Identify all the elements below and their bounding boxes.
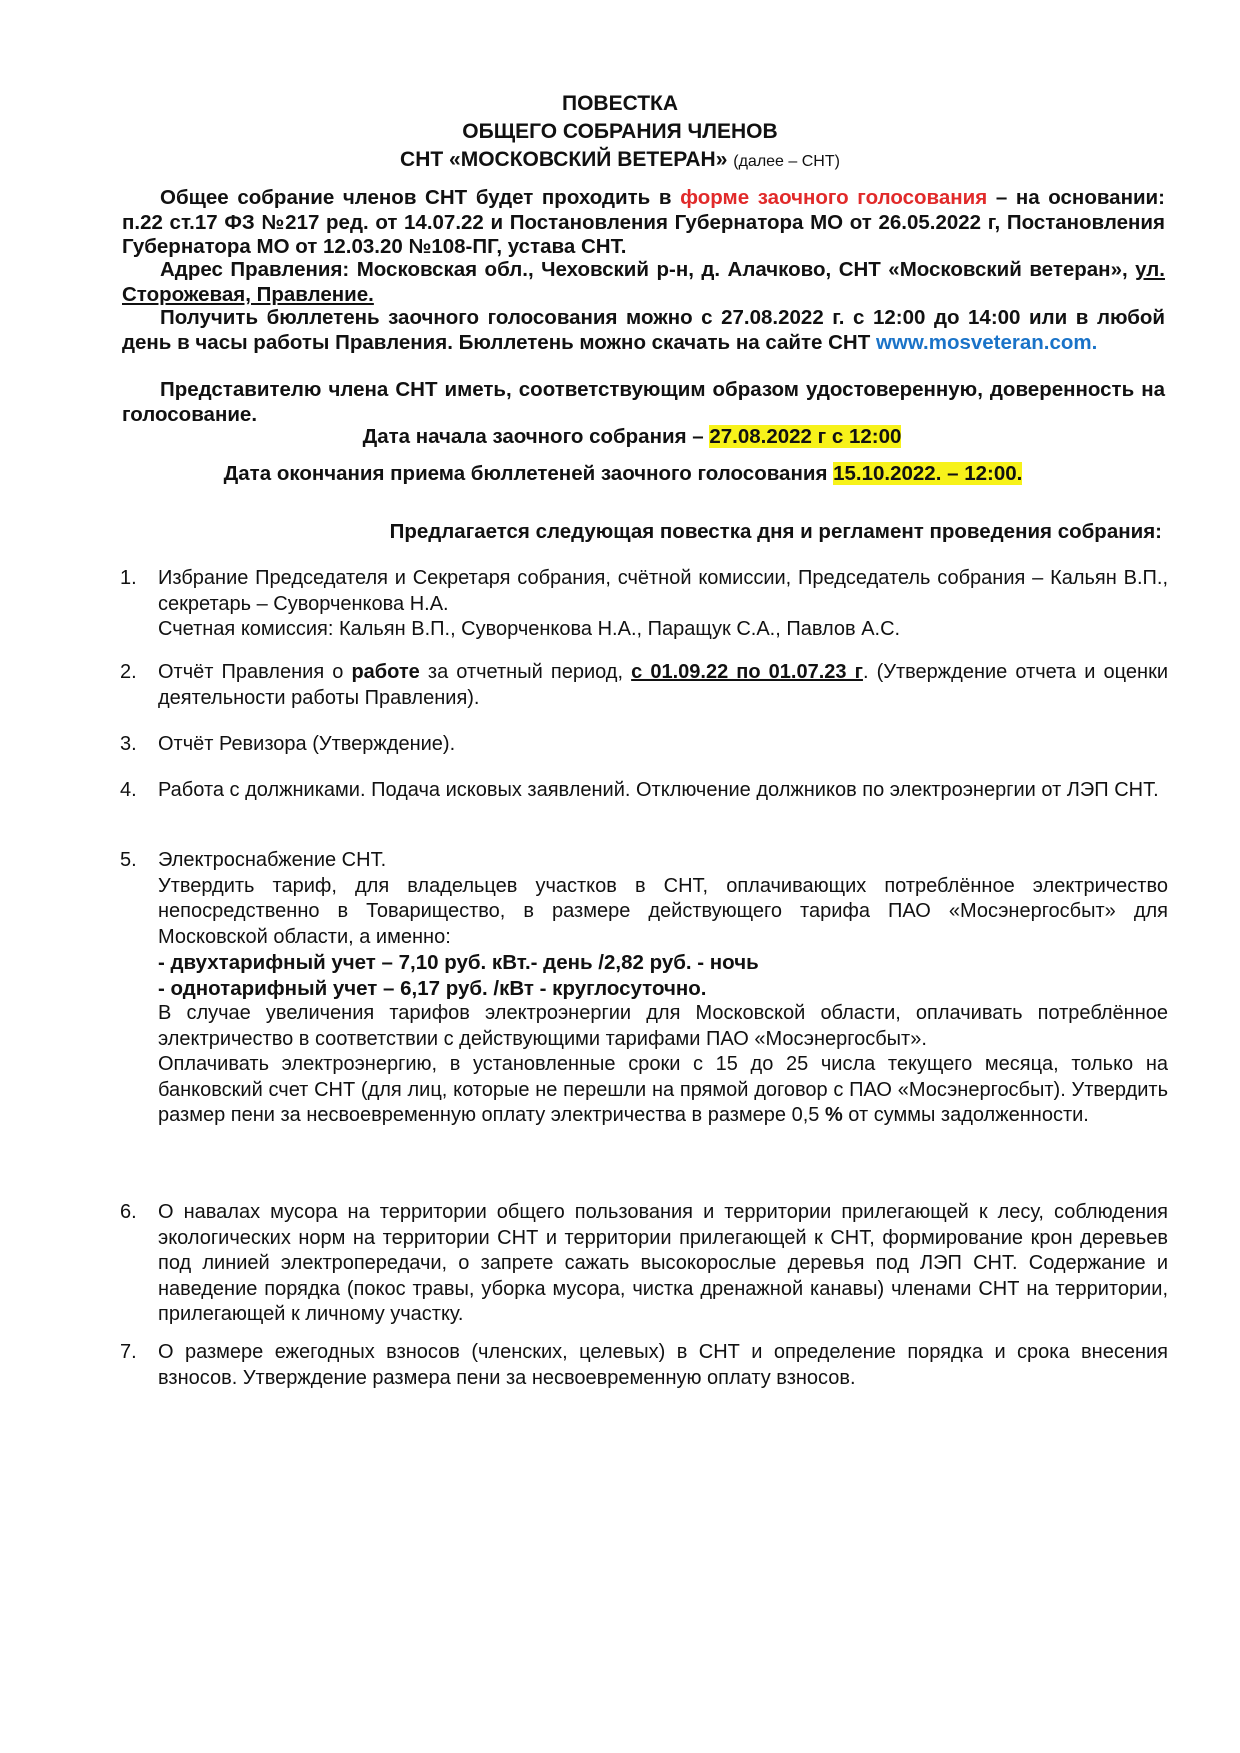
agenda-item-7	[120, 1340, 1168, 1391]
start-date-label: Дата начала заочного собрания –	[362, 425, 710, 448]
tariff-two-rate: - двухтарифный учет – 7,10 руб. кВт.- день /2,82 руб. - ночь	[158, 951, 759, 974]
p1-text-a: Общее собрание членов СНТ будет проходить в	[160, 186, 681, 209]
intro-paragraph-4: Представителю члена СНТ иметь, соответствующим образом удостоверенную, доверенность на голосование.	[122, 378, 1165, 426]
item-number: 3.	[120, 733, 137, 755]
item-number: 1.	[120, 567, 137, 589]
start-date-line	[0, 424, 1240, 450]
item-5-title: Электроснабжение СНТ.	[158, 849, 387, 871]
title-line-1: ПОВЕСТКА	[561, 92, 679, 115]
agenda-heading: Предлагается следующая повестка дня и регламент проведения собрания:	[389, 520, 1162, 543]
item-2-bold: работе	[351, 661, 420, 683]
p2-text-a: Адрес Правления: Московская обл., Чеховский р-н, д. Алачково, СНТ «Московский ветеран»,	[160, 258, 1136, 281]
item-number: 7.	[120, 1341, 137, 1363]
item-number: 5.	[120, 849, 137, 871]
item-5-p3-text: Оплачивать электроэнергию, в установленные сроки с 15 до 25 числа текущего месяца, только на банковский счет СНТ (для лиц, которые не перешли на прямой договор с ПАО «Мосэнергосбыт). Утвердить размер пени за несвоевременную оплату электричества в размере 0,5	[158, 1053, 1168, 1126]
agenda-item-1	[120, 566, 1168, 643]
p3-text: Получить бюллетень заочного голосования можно с 27.08.2022 г. с 12:00 до 14:00 или в любой день в часы работы Правления. Бюллетень можно скачать на сайте СНТ	[122, 306, 1165, 354]
end-date-label: Дата окончания приема бюллетеней заочного голосования	[223, 462, 834, 485]
item-6-text: О навалах мусора на территории общего пользования и территории прилегающей к лесу, соблюдения экологических норм на территории СНТ и территории прилегающей к СНТ, формирование крон деревьев под линией электропередачи, о запрете сажать высокорослые деревья под ЛЭП СНТ. Содержание и наведение порядка (покос травы, уборка мусора, чистка дренажной канавы) членами СНТ на территории, прилегающей к личному участку.	[158, 1201, 1168, 1325]
p2-underlined: ул. Сторожевая, Правление.	[122, 258, 1165, 306]
agenda-item-6	[120, 1200, 1168, 1328]
title-note: (далее – СНТ)	[733, 153, 840, 170]
intro-paragraph-1	[122, 186, 1165, 260]
end-date-value: 15.10.2022. – 12:00.	[833, 462, 1023, 485]
item-2-text-a: Отчёт Правления о	[158, 661, 352, 683]
item-5-p3-end: от суммы задолженности.	[842, 1104, 1089, 1126]
agenda-item-5	[120, 848, 1168, 1129]
item-3-text: Отчёт Ревизора (Утверждение).	[158, 733, 456, 755]
item-5-percent: %	[824, 1104, 843, 1126]
item-5-paragraph-2: В случае увеличения тарифов электроэнергии для Московской области, оплачивать потреблённое электричество в соответствии с действующими тарифами ПАО «Мосэнергосбыт».	[158, 1002, 1168, 1050]
end-date-line	[0, 461, 1240, 487]
item-number: 2.	[120, 661, 137, 683]
site-link[interactable]: www.mosveteran.com.	[875, 330, 1098, 354]
title-org: СНТ «МОСКОВСКИЙ ВЕТЕРАН»	[400, 148, 728, 171]
item-5-paragraph-3	[158, 1052, 1168, 1129]
p1-text-b: – на основании: п.22 ст.17 ФЗ №217 ред. от 14.07.22 и Постановления Губернатора МО от 26.05.2022 г, Постановления Губернатора МО от 12.03.20 №108-ПГ, устава СНТ.	[122, 186, 1165, 258]
item-7-text: О размере ежегодных взносов (членских, целевых) в СНТ и определение порядка и срока внесения взносов. Утверждение размера пени за несвоевременную оплату взносов.	[158, 1341, 1168, 1389]
item-number: 4.	[120, 779, 137, 801]
title-line-2: ОБЩЕГО СОБРАНИЯ ЧЛЕНОВ	[462, 120, 778, 143]
item-2-period: с 01.09.22 по 01.07.23 г	[631, 661, 863, 683]
agenda-item-3	[120, 732, 1168, 758]
agenda-item-4	[120, 778, 1168, 804]
start-date-value: 27.08.2022 г с 12:00	[709, 425, 902, 448]
item-5-paragraph-1: Утвердить тариф, для владельцев участков в СНТ, оплачивающих потреблённое электричество непосредственно в Товарищество, в размере действующего тарифа ПАО «Мосэнергосбыт» для Московской области, а именно:	[158, 874, 1168, 948]
p1-red-text: форме заочного голосования	[680, 186, 988, 209]
item-1-text: Избрание Председателя и Секретаря собрания, счётной комиссии, Председатель собрания – Кальян В.П., секретарь – Суворченкова Н.А.	[158, 567, 1168, 615]
item-2-text-c: за отчетный период,	[419, 661, 632, 683]
item-number: 6.	[120, 1201, 137, 1223]
item-1-commission: Счетная комиссия: Кальян В.П., Суворченкова Н.А., Паращук С.А., Павлов А.С.	[158, 618, 901, 640]
title-line-3	[0, 146, 1240, 176]
agenda-item-2	[120, 660, 1168, 711]
item-2-text-e: . (Утверждение отчета и оценки деятельности работы Правления).	[158, 661, 1168, 709]
doc-title	[0, 90, 1240, 176]
tariff-single-rate: - однотарифный учет – 6,17 руб. /кВт - круглосуточно.	[158, 976, 707, 1000]
intro-paragraph-2	[122, 258, 1165, 307]
item-4-text: Работа с должниками. Подача исковых заявлений. Отключение должников по электроэнергии от ЛЭП СНТ.	[158, 779, 1159, 801]
intro-paragraph-3	[122, 306, 1165, 355]
